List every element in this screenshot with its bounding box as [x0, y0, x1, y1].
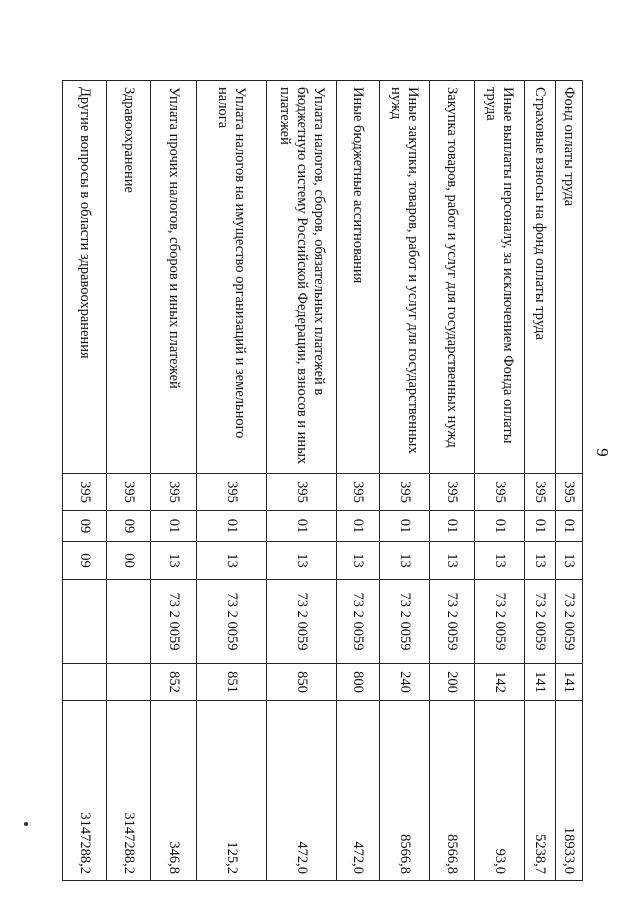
- row-target-article-cell: [63, 580, 107, 664]
- row-ved-code-cell: 395: [267, 474, 337, 511]
- row-subsection-code-cell: 13: [525, 542, 556, 580]
- row-amount-cell: 472,0: [267, 701, 337, 881]
- table-row: [475, 81, 525, 881]
- table-row: [151, 81, 197, 881]
- row-name-cell: Здравоохранение: [107, 81, 151, 474]
- row-amount-cell: 3147288,2: [107, 701, 151, 881]
- row-ved-code-cell: 395: [107, 474, 151, 511]
- row-expense-type-cell: [107, 664, 151, 701]
- row-subsection-code-cell: 09: [63, 542, 107, 580]
- row-target-article-cell: 73 2 0059: [525, 580, 556, 664]
- row-section-code-cell: 01: [380, 511, 430, 542]
- row-ved-code-cell: 395: [63, 474, 107, 511]
- row-subsection-code-cell: 13: [197, 542, 267, 580]
- row-subsection-code-cell: 13: [430, 542, 475, 580]
- row-subsection-code-cell: 13: [151, 542, 197, 580]
- row-target-article-cell: 73 2 0059: [380, 580, 430, 664]
- row-name-cell: Уплата налогов на имущество организаций и земельного налога: [197, 81, 267, 474]
- row-expense-type-cell: 852: [151, 664, 197, 701]
- row-name-cell: Другие вопросы в области здравоохранения: [63, 81, 107, 474]
- row-section-code-cell: 09: [63, 511, 107, 542]
- row-section-code-cell: 01: [151, 511, 197, 542]
- row-name-cell: Страховые взносы на фонд оплаты труда: [525, 81, 556, 474]
- page-number: 9: [593, 448, 612, 457]
- row-target-article-cell: 73 2 0059: [267, 580, 337, 664]
- row-ved-code-cell: 395: [525, 474, 556, 511]
- table-row: [556, 81, 583, 881]
- row-section-code-cell: 01: [337, 511, 380, 542]
- row-amount-cell: 472,0: [337, 701, 380, 881]
- row-target-article-cell: 73 2 0059: [197, 580, 267, 664]
- row-ved-code-cell: 395: [197, 474, 267, 511]
- row-ved-code-cell: 395: [151, 474, 197, 511]
- table-row: [197, 81, 267, 881]
- row-name-cell: Уплата налогов, сборов, обязательных платежей в бюджетную систему Российской Федерации, взносов и иных платежей: [267, 81, 337, 474]
- row-expense-type-cell: 850: [267, 664, 337, 701]
- row-expense-type-cell: 200: [430, 664, 475, 701]
- budget-table: [62, 80, 583, 881]
- row-amount-cell: 8566,8: [430, 701, 475, 881]
- table-row: [430, 81, 475, 881]
- row-name-cell: Фонд оплаты труда: [556, 81, 583, 474]
- table-row: [267, 81, 337, 881]
- row-amount-cell: 125,2: [197, 701, 267, 881]
- row-section-code-cell: 01: [556, 511, 583, 542]
- scan-speck: [24, 822, 28, 826]
- row-section-code-cell: 01: [475, 511, 525, 542]
- row-subsection-code-cell: 13: [337, 542, 380, 580]
- row-amount-cell: 5238,7: [525, 701, 556, 881]
- row-amount-cell: 3147288,2: [63, 701, 107, 881]
- row-name-cell: Закупка товаров, работ и услуг для государственных нужд: [430, 81, 475, 474]
- row-expense-type-cell: 141: [525, 664, 556, 701]
- row-subsection-code-cell: 13: [267, 542, 337, 580]
- row-subsection-code-cell: 13: [380, 542, 430, 580]
- row-name-cell: Иные бюджетные ассигнования: [337, 81, 380, 474]
- row-target-article-cell: 73 2 0059: [337, 580, 380, 664]
- row-target-article-cell: 73 2 0059: [556, 580, 583, 664]
- row-expense-type-cell: 800: [337, 664, 380, 701]
- table-row: [525, 81, 556, 881]
- row-expense-type-cell: 240: [380, 664, 430, 701]
- table-row: [337, 81, 380, 881]
- row-amount-cell: 346,8: [151, 701, 197, 881]
- table-row: [107, 81, 151, 881]
- row-name-cell: Иные закупки, товаров, работ и услуг для государственных нужд: [380, 81, 430, 474]
- row-target-article-cell: 73 2 0059: [151, 580, 197, 664]
- row-ved-code-cell: 395: [380, 474, 430, 511]
- table-row: [63, 81, 107, 881]
- row-expense-type-cell: 141: [556, 664, 583, 701]
- row-ved-code-cell: 395: [475, 474, 525, 511]
- row-ved-code-cell: 395: [430, 474, 475, 511]
- row-subsection-code-cell: 13: [475, 542, 525, 580]
- row-name-cell: Иные выплаты персоналу, за исключением Фонда оплаты труда: [475, 81, 525, 474]
- row-amount-cell: 93,0: [475, 701, 525, 881]
- table-row: [380, 81, 430, 881]
- row-amount-cell: 8566,8: [380, 701, 430, 881]
- row-target-article-cell: [107, 580, 151, 664]
- row-section-code-cell: 01: [525, 511, 556, 542]
- row-ved-code-cell: 395: [337, 474, 380, 511]
- row-target-article-cell: 73 2 0059: [475, 580, 525, 664]
- row-amount-cell: 18933,0: [556, 701, 583, 881]
- row-section-code-cell: 01: [267, 511, 337, 542]
- row-section-code-cell: 09: [107, 511, 151, 542]
- row-expense-type-cell: [63, 664, 107, 701]
- row-ved-code-cell: 395: [556, 474, 583, 511]
- row-section-code-cell: 01: [197, 511, 267, 542]
- row-target-article-cell: 73 2 0059: [430, 580, 475, 664]
- row-name-cell: Уплата прочих налогов, сборов и иных платежей: [151, 81, 197, 474]
- row-expense-type-cell: 142: [475, 664, 525, 701]
- row-section-code-cell: 01: [430, 511, 475, 542]
- row-subsection-code-cell: 13: [556, 542, 583, 580]
- row-subsection-code-cell: 00: [107, 542, 151, 580]
- row-expense-type-cell: 851: [197, 664, 267, 701]
